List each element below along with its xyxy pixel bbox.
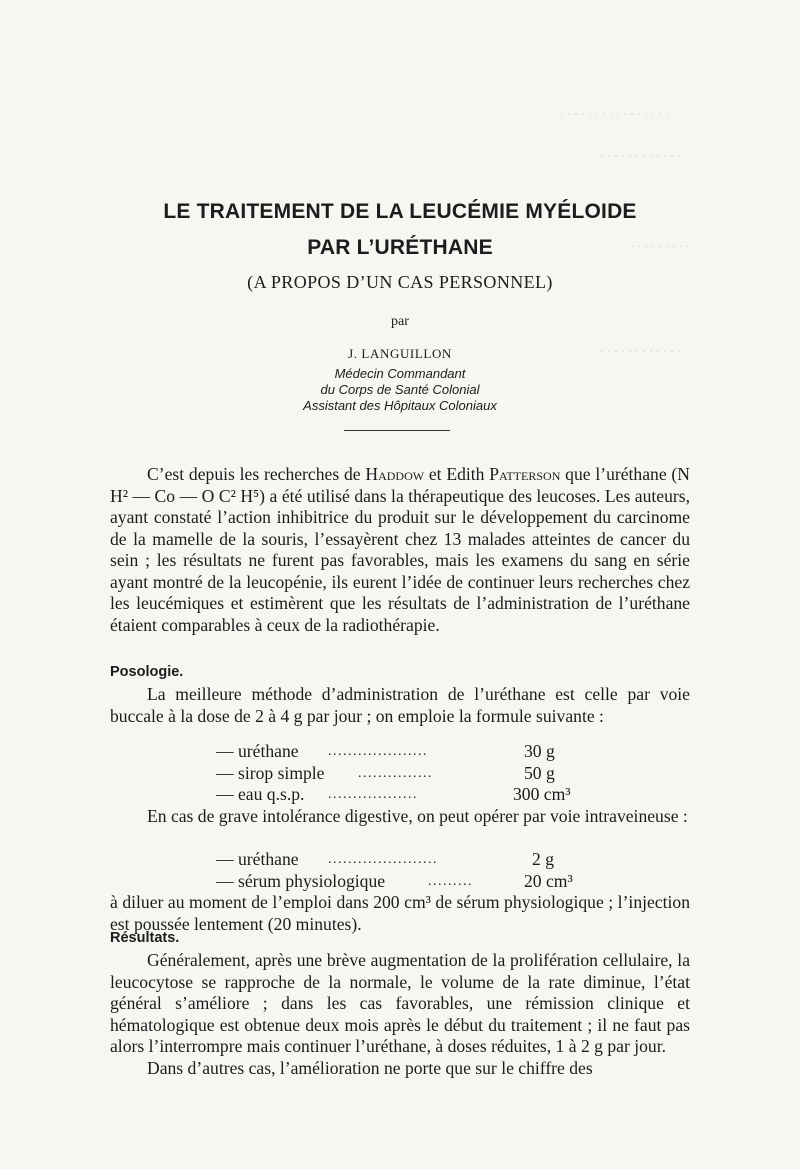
leader-dots: .................... xyxy=(328,744,428,759)
iv-formula xyxy=(110,849,690,892)
byline-par: par xyxy=(391,314,409,329)
ingredient-name: — uréthane xyxy=(216,741,299,761)
intro-paragraph xyxy=(110,464,690,636)
author-name: J. LANGUILLON xyxy=(348,346,452,361)
leader-dots: ...................... xyxy=(328,852,438,867)
leader-dots: ............... xyxy=(358,765,433,781)
resultats-paragraph-2: Dans d’autres cas, l’amélioration ne porte que sur le chiffre des xyxy=(147,1057,593,1078)
ingredient-quantity: 300 cm³ xyxy=(513,784,571,804)
author-affiliation-2: du Corps de Santé Colonial xyxy=(320,382,480,397)
bleed-through-texture: · · · · · · · · · · · · xyxy=(600,150,681,165)
resultats-paragraph-1: Généralement, après une brève augmentation de la prolifération cellulaire, la leucocytose se rapproche de la normale, le volume de la rate diminue, l’état général s’améliore ; dans les cas favorables, une rémission clinique et hématologique est obtenue deux mois après le début du traitement ; il ne faut pas alors l’interrompre mais continuer l’uréthane, à doses réduites, 1 à 2 g par jour. xyxy=(110,950,690,1056)
oral-formula xyxy=(110,741,690,806)
leader-dots: ......... xyxy=(428,873,473,889)
author-ref-patterson: Patterson xyxy=(489,464,561,484)
article-subtitle: (A PROPOS D’UN CAS PERSONNEL) xyxy=(247,272,553,292)
bleed-through-texture: · · · · · · · · · · · · · · · · xyxy=(560,108,669,123)
leader-dots: .................. xyxy=(328,787,418,802)
intro-text-b: et Edith xyxy=(424,464,490,484)
ingredient-name: — sirop simple xyxy=(216,762,325,783)
author-ref-haddow: Haddow xyxy=(365,464,425,484)
article-title-line1: LE TRAITEMENT DE LA LEUCÉMIE MYÉLOIDE xyxy=(163,200,637,223)
posologie-paragraph-1-block xyxy=(110,684,690,727)
ingredient-name: — uréthane xyxy=(216,849,299,869)
ingredient-quantity: 20 cm³ xyxy=(524,870,573,891)
section-heading-posologie: Posologie. xyxy=(110,664,184,680)
article-title-line2: PAR L’URÉTHANE xyxy=(307,236,493,259)
intro-text-c: que l’uréthane (N H² — Co — O C² H⁵) a été utilisé dans la thérapeutique des leucoses. Les auteurs, ayant constaté l’action inhibitrice du produit sur le développement du carcinome de la mamelle de la souris, l’essayèrent chez 13 malades atteintes de cancer du sein ; les résultats ne furent pas favorables, mais les examens du sang en série ayant montré de la leucopénie, ils eurent l’idée de continuer leurs recherches chez les leucémiques et estimèrent que les résultats de l’administration de l’uréthane étaient comparables à ceux de la radiothérapie. xyxy=(110,464,690,635)
posologie-paragraph-3: à diluer au moment de l’emploi dans 200 cm³ de sérum physiologique ; l’injection est poussée lentement (20 minutes). xyxy=(110,892,690,934)
title-separator-rule xyxy=(344,430,450,431)
formula-row xyxy=(110,763,690,785)
formula-row xyxy=(110,871,690,893)
section-heading-resultats: Résultats. xyxy=(110,930,180,946)
posologie-paragraph-1: La meilleure méthode d’administration de l’uréthane est celle par voie buccale à la dose de 2 à 4 g par jour ; on emploie la formule suivante : xyxy=(110,684,690,726)
author-affiliation-1: Médecin Commandant xyxy=(334,366,466,381)
ingredient-quantity: 2 g xyxy=(532,849,554,869)
bleed-through-texture: · · · · · · · · · · · · xyxy=(600,345,681,360)
formula-row xyxy=(110,784,690,806)
ingredient-name: — sérum physiologique xyxy=(216,870,386,891)
formula-row xyxy=(110,849,690,871)
ingredient-quantity: 30 g xyxy=(524,741,555,761)
posologie-paragraph-3-block xyxy=(110,892,690,935)
intro-section xyxy=(110,464,690,636)
ingredient-quantity: 50 g xyxy=(524,762,555,783)
author-affiliation-3: Assistant des Hôpitaux Coloniaux xyxy=(303,398,497,413)
resultats-section xyxy=(110,950,690,1079)
intro-text-a: C’est depuis les recherches de xyxy=(147,464,366,484)
bleed-through-texture: · · · · · · · · · xyxy=(630,240,690,255)
posologie-paragraph-2-block xyxy=(110,806,690,828)
formula-row xyxy=(110,741,690,763)
posologie-paragraph-2: En cas de grave intolérance digestive, on peut opérer par voie intraveineuse : xyxy=(147,806,688,826)
ingredient-name: — eau q.s.p. xyxy=(216,784,305,804)
